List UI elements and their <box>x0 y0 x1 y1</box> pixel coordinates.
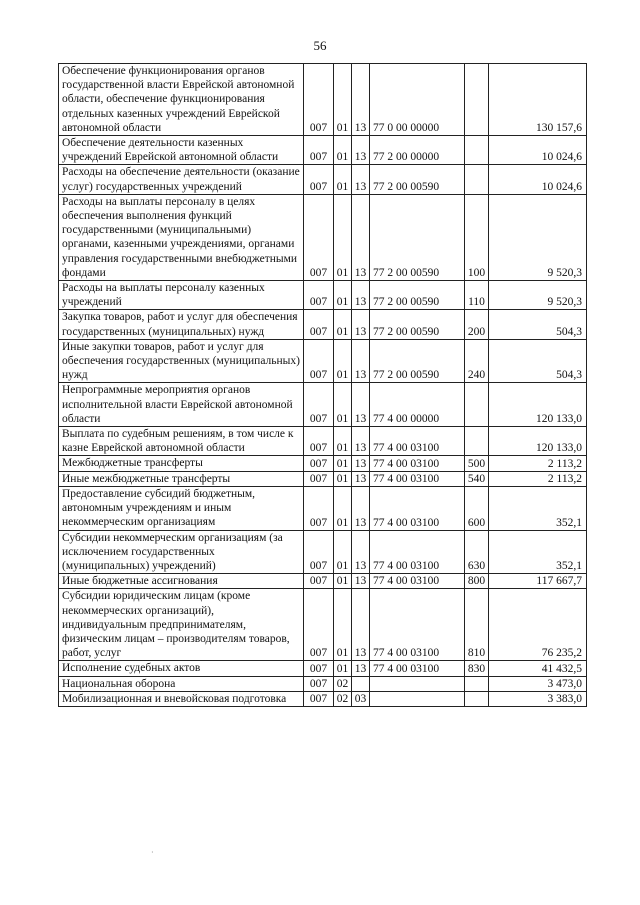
row-expense-type-cell: 600 <box>465 486 489 530</box>
row-expense-type-cell: 630 <box>465 530 489 574</box>
row-ved-cell: 007 <box>304 471 334 486</box>
row-razdel-cell: 01 <box>334 136 352 165</box>
row-ved-cell: 007 <box>304 574 334 589</box>
row-amount-cell: 504,3 <box>489 339 587 383</box>
row-name-cell: Национальная оборона <box>59 676 304 691</box>
row-podrazdel-cell: 13 <box>352 136 370 165</box>
row-expense-type-cell <box>465 691 489 706</box>
row-expense-type-cell <box>465 136 489 165</box>
row-name-cell: Непрограммные мероприятия органов исполнительной власти Еврейской автономной области <box>59 383 304 427</box>
table-row <box>59 530 587 574</box>
row-expense-type-cell: 100 <box>465 194 489 280</box>
table-row <box>59 589 587 661</box>
row-target-article-cell: 77 2 00 00590 <box>370 281 465 310</box>
row-expense-type-cell <box>465 427 489 456</box>
row-razdel-cell: 01 <box>334 165 352 194</box>
row-name-cell: Обеспечение деятельности казенных учреждений Еврейской автономной области <box>59 136 304 165</box>
row-name-cell: Иные бюджетные ассигнования <box>59 574 304 589</box>
row-expense-type-cell: 500 <box>465 456 489 471</box>
row-expense-type-cell: 830 <box>465 661 489 676</box>
row-ved-cell: 007 <box>304 339 334 383</box>
row-ved-cell: 007 <box>304 136 334 165</box>
row-target-article-cell: 77 4 00 03100 <box>370 486 465 530</box>
row-ved-cell: 007 <box>304 64 334 136</box>
row-ved-cell: 007 <box>304 383 334 427</box>
row-razdel-cell: 01 <box>334 456 352 471</box>
row-name-cell: Субсидии юридическим лицам (кроме некоммерческих организаций), индивидуальным предпринимателям, физическим лицам – производителям товаров, работ, услуг <box>59 589 304 661</box>
table-row <box>59 64 587 136</box>
row-ved-cell: 007 <box>304 676 334 691</box>
row-ved-cell: 007 <box>304 194 334 280</box>
table-row <box>59 676 587 691</box>
row-target-article-cell: 77 4 00 00000 <box>370 383 465 427</box>
row-podrazdel-cell <box>352 676 370 691</box>
budget-table-body <box>59 64 587 707</box>
row-razdel-cell: 01 <box>334 574 352 589</box>
row-target-article-cell <box>370 691 465 706</box>
row-amount-cell: 41 432,5 <box>489 661 587 676</box>
row-podrazdel-cell: 13 <box>352 383 370 427</box>
row-target-article-cell: 77 2 00 00590 <box>370 339 465 383</box>
row-podrazdel-cell: 13 <box>352 589 370 661</box>
table-row <box>59 136 587 165</box>
row-name-cell: Обеспечение функционирования органов государственной власти Еврейской автономной области, обеспечение функционирования отдельных казенных учреждений Еврейской автономной области <box>59 64 304 136</box>
row-amount-cell: 3 383,0 <box>489 691 587 706</box>
row-target-article-cell: 77 4 00 03100 <box>370 530 465 574</box>
row-razdel-cell: 01 <box>334 486 352 530</box>
row-expense-type-cell <box>465 383 489 427</box>
row-expense-type-cell: 110 <box>465 281 489 310</box>
row-name-cell: Расходы на выплаты персоналу в целях обеспечения выполнения функций государственными (муниципальными) органами, казенными учреждениями, органами управления государственными внебюджетными фондами <box>59 194 304 280</box>
row-razdel-cell: 01 <box>334 383 352 427</box>
row-podrazdel-cell: 13 <box>352 339 370 383</box>
row-amount-cell: 10 024,6 <box>489 165 587 194</box>
row-name-cell: Иные межбюджетные трансферты <box>59 471 304 486</box>
row-razdel-cell: 01 <box>334 661 352 676</box>
row-razdel-cell: 01 <box>334 64 352 136</box>
row-expense-type-cell: 540 <box>465 471 489 486</box>
row-podrazdel-cell: 13 <box>352 194 370 280</box>
row-podrazdel-cell: 13 <box>352 530 370 574</box>
page-number: 56 <box>313 38 327 53</box>
row-razdel-cell: 02 <box>334 676 352 691</box>
row-ved-cell: 007 <box>304 310 334 339</box>
row-expense-type-cell: 810 <box>465 589 489 661</box>
row-amount-cell: 9 520,3 <box>489 194 587 280</box>
row-target-article-cell: 77 4 00 03100 <box>370 427 465 456</box>
row-target-article-cell: 77 0 00 00000 <box>370 64 465 136</box>
row-ved-cell: 007 <box>304 427 334 456</box>
row-razdel-cell: 01 <box>334 339 352 383</box>
row-ved-cell: 007 <box>304 530 334 574</box>
row-razdel-cell: 01 <box>334 310 352 339</box>
row-name-cell: Иные закупки товаров, работ и услуг для обеспечения государственных (муниципальных) нужд <box>59 339 304 383</box>
row-name-cell: Межбюджетные трансферты <box>59 456 304 471</box>
row-podrazdel-cell: 03 <box>352 691 370 706</box>
row-razdel-cell: 01 <box>334 471 352 486</box>
row-razdel-cell: 01 <box>334 530 352 574</box>
budget-table <box>58 63 587 707</box>
row-name-cell: Предоставление субсидий бюджетным, автономным учреждениям и иным некоммерческим организациям <box>59 486 304 530</box>
row-expense-type-cell: 240 <box>465 339 489 383</box>
table-row <box>59 471 587 486</box>
row-amount-cell: 10 024,6 <box>489 136 587 165</box>
row-amount-cell: 504,3 <box>489 310 587 339</box>
row-target-article-cell: 77 4 00 03100 <box>370 471 465 486</box>
table-row <box>59 281 587 310</box>
row-razdel-cell: 02 <box>334 691 352 706</box>
row-amount-cell: 352,1 <box>489 486 587 530</box>
row-name-cell: Закупка товаров, работ и услуг для обеспечения государственных (муниципальных) нужд <box>59 310 304 339</box>
row-podrazdel-cell: 13 <box>352 310 370 339</box>
row-target-article-cell: 77 2 00 00590 <box>370 310 465 339</box>
row-name-cell: Расходы на выплаты персоналу казенных учреждений <box>59 281 304 310</box>
table-row <box>59 574 587 589</box>
row-amount-cell: 2 113,2 <box>489 456 587 471</box>
row-name-cell: Исполнение судебных актов <box>59 661 304 676</box>
row-name-cell: Субсидии некоммерческим организациям (за исключением государственных (муниципальных) учреждений) <box>59 530 304 574</box>
row-target-article-cell: 77 2 00 00590 <box>370 165 465 194</box>
row-expense-type-cell: 800 <box>465 574 489 589</box>
row-ved-cell: 007 <box>304 281 334 310</box>
table-row <box>59 691 587 706</box>
row-amount-cell: 117 667,7 <box>489 574 587 589</box>
table-row <box>59 165 587 194</box>
row-podrazdel-cell: 13 <box>352 456 370 471</box>
table-row <box>59 661 587 676</box>
row-ved-cell: 007 <box>304 691 334 706</box>
row-name-cell: Выплата по судебным решениям, в том числе к казне Еврейской автономной области <box>59 427 304 456</box>
row-expense-type-cell: 200 <box>465 310 489 339</box>
row-podrazdel-cell: 13 <box>352 281 370 310</box>
row-amount-cell: 130 157,6 <box>489 64 587 136</box>
row-target-article-cell <box>370 676 465 691</box>
row-ved-cell: 007 <box>304 165 334 194</box>
row-expense-type-cell <box>465 165 489 194</box>
table-row <box>59 427 587 456</box>
row-ved-cell: 007 <box>304 456 334 471</box>
row-amount-cell: 9 520,3 <box>489 281 587 310</box>
table-row <box>59 194 587 280</box>
table-row <box>59 339 587 383</box>
row-target-article-cell: 77 4 00 03100 <box>370 661 465 676</box>
row-podrazdel-cell: 13 <box>352 661 370 676</box>
row-name-cell: Расходы на обеспечение деятельности (оказание услуг) государственных учреждений <box>59 165 304 194</box>
row-amount-cell: 76 235,2 <box>489 589 587 661</box>
row-target-article-cell: 77 2 00 00000 <box>370 136 465 165</box>
row-podrazdel-cell: 13 <box>352 165 370 194</box>
row-podrazdel-cell: 13 <box>352 486 370 530</box>
row-target-article-cell: 77 4 00 03100 <box>370 456 465 471</box>
row-expense-type-cell <box>465 64 489 136</box>
row-amount-cell: 352,1 <box>489 530 587 574</box>
row-amount-cell: 120 133,0 <box>489 427 587 456</box>
row-amount-cell: 120 133,0 <box>489 383 587 427</box>
scan-mark: · <box>151 848 154 857</box>
table-row <box>59 456 587 471</box>
row-razdel-cell: 01 <box>334 589 352 661</box>
table-row <box>59 310 587 339</box>
table-row <box>59 383 587 427</box>
row-podrazdel-cell: 13 <box>352 471 370 486</box>
row-razdel-cell: 01 <box>334 427 352 456</box>
row-amount-cell: 2 113,2 <box>489 471 587 486</box>
row-target-article-cell: 77 2 00 00590 <box>370 194 465 280</box>
table-row <box>59 486 587 530</box>
row-ved-cell: 007 <box>304 589 334 661</box>
row-razdel-cell: 01 <box>334 194 352 280</box>
row-razdel-cell: 01 <box>334 281 352 310</box>
row-target-article-cell: 77 4 00 03100 <box>370 589 465 661</box>
row-ved-cell: 007 <box>304 661 334 676</box>
row-ved-cell: 007 <box>304 486 334 530</box>
row-podrazdel-cell: 13 <box>352 574 370 589</box>
row-podrazdel-cell: 13 <box>352 64 370 136</box>
row-name-cell: Мобилизационная и вневойсковая подготовка <box>59 691 304 706</box>
row-target-article-cell: 77 4 00 03100 <box>370 574 465 589</box>
row-podrazdel-cell: 13 <box>352 427 370 456</box>
row-amount-cell: 3 473,0 <box>489 676 587 691</box>
row-expense-type-cell <box>465 676 489 691</box>
